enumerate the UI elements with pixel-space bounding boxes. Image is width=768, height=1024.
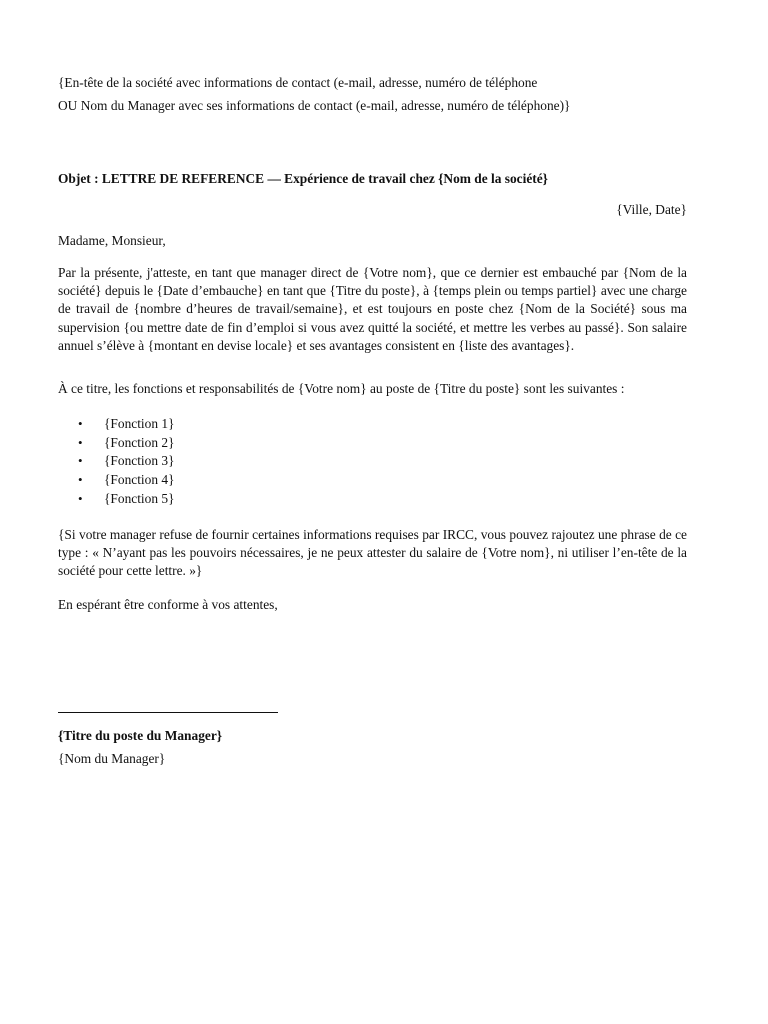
header-line-2: OU Nom du Manager avec ses informations de contact (e-mail, adresse, numéro de téléphone)} (58, 98, 571, 113)
place-date: {Ville, Date} (616, 202, 687, 217)
list-item (58, 434, 175, 453)
function-label: {Fonction 4} (104, 472, 175, 488)
function-label: {Fonction 1} (104, 416, 175, 431)
signature-name: {Nom du Manager} (58, 751, 166, 766)
bullet-icon: • (78, 434, 83, 450)
signature-line (58, 712, 278, 713)
function-label: {Fonction 3} (104, 453, 175, 469)
subject-line: Objet : LETTRE DE REFERENCE — Expérience de travail chez {Nom de la société} (58, 171, 548, 186)
signature-title: {Titre du poste du Manager} (58, 728, 223, 743)
bullet-icon: • (78, 416, 83, 431)
body-paragraph-1: Par la présente, j'atteste, en tant que manager direct de {Votre nom}, que ce dernier est embauché par {Nom de la société} depuis le {Date d’embauche} en tant que {Titre du poste}, à {temps plein ou temps partiel} avec une charge de travail de {nombre d’heures de travail/semaine}, et est toujours en poste chez {Nom de la Société} sous ma supervision {ou mettre date de fin d’emploi si vous avez quitté la société, et mettre les verbes au passé}. Son salaire annuel s’élève à {montant en devise locale} et ses avantages consistent en {liste des avantages}. (58, 265, 687, 353)
bullet-icon: • (78, 490, 83, 506)
body-paragraph-2: À ce titre, les fonctions et responsabilités de {Votre nom} au poste de {Titre du poste} sont les suivantes : (58, 381, 625, 396)
function-label: {Fonction 5} (104, 490, 175, 506)
bullet-icon: • (78, 453, 83, 469)
function-label: {Fonction 2} (104, 434, 175, 450)
list-item (58, 415, 175, 434)
functions-list (58, 415, 175, 508)
body-paragraph-3: {Si votre manager refuse de fournir certaines informations requises par IRCC, vous pouvez rajoutez une phrase de ce type : « N’ayant pas les pouvoirs nécessaires, je ne peux attester du salaire de {Votre nom}, ni utiliser l’en-tête de la société pour cette lettre. »} (58, 527, 687, 579)
header-line-1: {En-tête de la société avec informations de contact (e-mail, adresse, numéro de téléphone (58, 75, 538, 90)
salutation: Madame, Monsieur, (58, 233, 166, 248)
list-item (58, 490, 175, 509)
list-item (58, 471, 175, 490)
closing-line: En espérant être conforme à vos attentes, (58, 597, 278, 612)
bullet-icon: • (78, 472, 83, 488)
list-item (58, 452, 175, 471)
